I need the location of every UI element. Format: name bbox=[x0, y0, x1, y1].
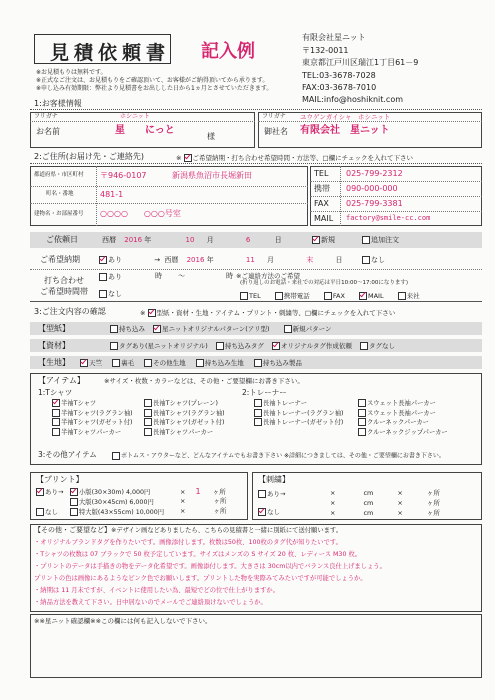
size-name: 大版 bbox=[79, 499, 92, 506]
print-qty[interactable]: 1 bbox=[195, 487, 201, 496]
divider bbox=[310, 211, 482, 212]
meeting-label-2: ご希望時間帯 bbox=[40, 287, 88, 296]
checkbox[interactable] bbox=[70, 488, 78, 496]
tel-value[interactable]: 025-799-2312 bbox=[346, 169, 403, 178]
print-label: 【プリント】 bbox=[36, 475, 84, 484]
option-label: 長袖Tシャツ(プレーン) bbox=[153, 400, 218, 407]
trainer-options bbox=[254, 399, 343, 428]
option-label: スウェット長袖パーカー bbox=[367, 409, 436, 417]
trainer-opt-6[interactable] bbox=[358, 418, 448, 428]
month-unit: 月 bbox=[267, 256, 275, 264]
page-title: 見積依頼書 bbox=[50, 42, 171, 64]
name-kana-value[interactable]: ホシニット bbox=[120, 113, 150, 120]
size-name: 特大版 bbox=[79, 509, 98, 516]
due-date-label: ご希望納期 bbox=[40, 255, 80, 264]
tshirt-options-long bbox=[144, 399, 225, 437]
fabric-bring-label: 持ち込み生地 bbox=[204, 359, 244, 367]
contact-mail[interactable] bbox=[359, 292, 384, 300]
additional-order-option[interactable] bbox=[362, 236, 399, 244]
requests-note: ※デザイン画などありましたら、こちらの見積書と一緒に別紙にて送付願います。 bbox=[111, 527, 343, 534]
print-size-large[interactable] bbox=[70, 498, 164, 508]
request-line-6[interactable]: ・納品方法を教えて下さい。日中居ないのでメールでご連絡頂けないでしょうか。 bbox=[34, 599, 267, 606]
cm-unit: cm bbox=[363, 499, 374, 507]
checkbox[interactable] bbox=[144, 418, 152, 426]
times: × bbox=[330, 499, 336, 507]
checkbox[interactable] bbox=[358, 428, 366, 436]
request-line-5[interactable]: ・納期は 11 月末ですが、イベントに使用したい為、最短でどの位で仕上がりますか。 bbox=[34, 587, 280, 594]
checkbox[interactable] bbox=[144, 428, 152, 436]
new-label: 新規 bbox=[321, 236, 335, 244]
company-address: 東京都江戸川区瑞江1丁目61－9 bbox=[302, 58, 419, 67]
building-value[interactable]: ○○○○ ○○○号室 bbox=[100, 209, 181, 218]
meeting-none-label: なし bbox=[108, 290, 122, 298]
pattern-label: 【型紙】 bbox=[38, 324, 70, 333]
meeting-none-option[interactable] bbox=[99, 290, 122, 298]
contact-method-note: ※ご連絡方法のご希望 bbox=[236, 272, 300, 280]
checkbox[interactable] bbox=[254, 399, 262, 407]
request-line-3[interactable]: ・プリントのデータは手描きの物をデータ化希望です。画像添付します。大きさは 30cm以内でバランス良仕上げましょう。 bbox=[34, 563, 386, 570]
other-item-label: 3:その他アイテム bbox=[38, 450, 97, 459]
option-label: クルーネックパーカー bbox=[367, 419, 429, 426]
divider bbox=[30, 121, 255, 122]
name-value[interactable]: 星 にっと bbox=[115, 125, 175, 136]
size-price: 4,000円 bbox=[125, 489, 151, 496]
contact-fax-label: FAX bbox=[332, 292, 345, 300]
requests-title: 【その他・ご要望など】 bbox=[34, 526, 111, 534]
section-1-heading: 1:お客様情報 bbox=[34, 99, 82, 108]
checkbox[interactable] bbox=[52, 428, 60, 436]
building-label: 建物名・お部屋番号 bbox=[34, 211, 84, 217]
tel-checkbox[interactable] bbox=[240, 292, 248, 300]
divider bbox=[30, 186, 308, 187]
pattern-bring[interactable] bbox=[110, 325, 145, 333]
print-yes-option[interactable] bbox=[36, 488, 63, 496]
material-tag-original[interactable] bbox=[110, 342, 208, 350]
divider bbox=[30, 203, 308, 204]
checkbox[interactable] bbox=[144, 409, 152, 417]
place-unit: ヶ所 bbox=[426, 499, 440, 507]
new-checkbox[interactable] bbox=[312, 236, 320, 244]
furigana-label: フリガナ bbox=[34, 113, 58, 120]
due-date bbox=[99, 256, 343, 264]
size-dimension: (30×30m) bbox=[91, 489, 124, 496]
cm-unit: cm bbox=[363, 489, 374, 497]
new-order-option[interactable] bbox=[312, 236, 335, 244]
header-note-1: ※お見積もりは無料です。 bbox=[36, 69, 107, 76]
street-value[interactable]: 481-1 bbox=[100, 190, 124, 199]
header-note-2: ※正式なご注文は、お見積もりをご確認頂いて、お客様がご納得頂いてから承ります。 bbox=[36, 77, 269, 84]
option-label: クルーネックジップパーカー bbox=[367, 428, 448, 436]
item-label: 【アイテム】 bbox=[38, 376, 85, 385]
place-unit: ヶ所 bbox=[213, 497, 227, 505]
times: × bbox=[330, 509, 336, 517]
company-fax: FAX:03-3678-7010 bbox=[302, 83, 377, 92]
pattern-options bbox=[110, 325, 331, 333]
fabric-other-label: その他生地 bbox=[153, 359, 186, 367]
checkbox[interactable] bbox=[52, 409, 60, 417]
print-yes-label: あり→ bbox=[45, 488, 64, 496]
tshirt-opt-8[interactable] bbox=[144, 428, 225, 438]
contact-tel-label: TEL bbox=[249, 292, 261, 300]
embroidery-row-3 bbox=[330, 510, 440, 517]
embroidery-yes-checkbox[interactable] bbox=[258, 490, 266, 498]
company-value[interactable]: 有限会社 星ニット bbox=[300, 125, 390, 136]
meeting-yes-option[interactable] bbox=[99, 273, 122, 281]
fax-checkbox[interactable] bbox=[324, 292, 332, 300]
contact-visit-label: 来社 bbox=[406, 292, 420, 300]
company-tel: TEL:03-3678-7028 bbox=[302, 71, 376, 80]
fabric-bring-checkbox[interactable] bbox=[196, 359, 204, 367]
pattern-new-label: 新規パターン bbox=[292, 325, 332, 333]
office-use-note: ※※星ニット確認欄※※この欄には何も記入しないで下さい。 bbox=[34, 617, 212, 625]
times: × bbox=[180, 488, 186, 496]
place-unit: ヶ所 bbox=[426, 509, 440, 517]
option-label: 半袖Tシャツ bbox=[61, 400, 97, 407]
divider bbox=[310, 181, 482, 182]
meeting-label-1: 打ち合わせ bbox=[44, 276, 84, 285]
checkbox[interactable] bbox=[358, 399, 366, 407]
mail-checkbox[interactable] bbox=[359, 292, 367, 300]
street-label: 町名・番地 bbox=[46, 191, 74, 197]
contact-tel[interactable] bbox=[240, 292, 261, 300]
size-dimension: (30×45cm) bbox=[91, 499, 128, 506]
meeting-tilde: 〜 bbox=[178, 272, 185, 280]
option-label: 長袖トレーナー(ガゼット付) bbox=[263, 419, 344, 426]
fabric-bring[interactable] bbox=[196, 359, 244, 367]
product-bring-checkbox[interactable] bbox=[254, 359, 262, 367]
embroidery-yes-option[interactable] bbox=[258, 490, 285, 498]
print-yes-checkbox[interactable] bbox=[36, 488, 44, 496]
tel-label: TEL bbox=[314, 169, 329, 178]
header-note-3: ※申し込み有効期限：弊社より見積書をお出しした日から1ヵ月とさせていただきます。 bbox=[36, 85, 273, 92]
example-badge: 記入例 bbox=[201, 41, 255, 62]
embroidery-row-1 bbox=[330, 490, 440, 497]
postal-value[interactable]: 〒946-0107 bbox=[100, 171, 147, 180]
material-tag-original-label: タグあり(星ニットオリジナル) bbox=[119, 342, 208, 350]
section-3-note: ※ 型紙・資材・生地・アイテム・プリント・刺繍等、□欄にチェックを入れて下さい bbox=[140, 309, 396, 317]
due-month[interactable]: 11 bbox=[245, 256, 255, 264]
due-yes-label: あり bbox=[108, 256, 122, 264]
embroidery-none-checkbox[interactable] bbox=[258, 508, 266, 516]
tshirt-opt-7[interactable] bbox=[144, 418, 225, 428]
meeting-time-to: 時 bbox=[226, 272, 233, 280]
option-label: 長袖トレーナー(ラグラン袖) bbox=[263, 409, 344, 417]
divider bbox=[30, 301, 482, 302]
checkbox[interactable] bbox=[254, 409, 262, 417]
print-size-list bbox=[70, 488, 164, 518]
company-mail: MAIL:info@hoshiknit.com bbox=[302, 95, 404, 104]
material-tag-original-checkbox[interactable] bbox=[110, 342, 118, 350]
contact-visit[interactable] bbox=[398, 292, 420, 300]
checkbox[interactable] bbox=[358, 409, 366, 417]
contact-mobile[interactable] bbox=[275, 292, 310, 300]
times: × bbox=[180, 507, 186, 515]
contact-mail-label: MAIL bbox=[367, 292, 384, 300]
trainer-label: 2:トレーナー bbox=[242, 388, 287, 397]
request-line-2[interactable]: ・Tシャツの枚数は 07 ブラックで 50 枚予定しています。サイズはメンズの S サイズ 20 枚、レディース M30 枚。 bbox=[34, 551, 362, 558]
option-label: 長袖Tシャツ(ガゼット付) bbox=[153, 419, 225, 426]
size-dimension: (43×55cm) bbox=[97, 509, 134, 516]
tshirt-opt-4[interactable] bbox=[52, 428, 133, 438]
fabric-urake-label: 裏毛 bbox=[121, 359, 135, 367]
meeting-yes-checkbox[interactable] bbox=[99, 273, 107, 281]
pattern-original-checkbox[interactable] bbox=[153, 325, 161, 333]
checkbox[interactable] bbox=[52, 418, 60, 426]
pattern-new[interactable] bbox=[284, 325, 332, 333]
request-year[interactable]: 2016 bbox=[124, 236, 143, 244]
contact-method-hours: (折り返しのお電話・来社での対応は平日10:00〜17:00になります) bbox=[240, 280, 408, 286]
checkbox[interactable] bbox=[148, 309, 156, 317]
fabric-tenjiku[interactable] bbox=[80, 359, 102, 367]
option-label: 長袖Tシャツ(ラグラン袖) bbox=[153, 409, 225, 417]
request-month[interactable]: 10 bbox=[185, 236, 195, 244]
requests-heading bbox=[34, 527, 342, 534]
pref-value[interactable]: 新潟県魚沼市長堀新田 bbox=[172, 171, 252, 180]
tshirt-opt-1[interactable] bbox=[52, 399, 133, 409]
mail-value[interactable]: factory@smile-cc.com bbox=[346, 214, 431, 222]
print-none-label: なし bbox=[45, 508, 58, 516]
checkbox[interactable] bbox=[254, 418, 262, 426]
material-tag-create[interactable] bbox=[272, 342, 352, 350]
mobile-label: 携帯 bbox=[314, 184, 330, 193]
trainer-opt-1[interactable] bbox=[254, 399, 343, 409]
pref-label: 都道府県・市区町村 bbox=[34, 172, 84, 178]
due-none-option[interactable] bbox=[362, 256, 385, 264]
visit-checkbox[interactable] bbox=[398, 292, 406, 300]
material-options bbox=[110, 342, 395, 350]
fabric-other-checkbox[interactable] bbox=[144, 359, 152, 367]
company-furigana-label: フリガナ bbox=[262, 113, 286, 120]
material-tag-create-checkbox[interactable] bbox=[272, 342, 280, 350]
print-size-xl[interactable] bbox=[70, 508, 164, 518]
contact-fax[interactable] bbox=[324, 292, 345, 300]
divider bbox=[30, 269, 482, 270]
cm-unit: cm bbox=[363, 509, 374, 517]
fax-value[interactable]: 025-799-3381 bbox=[346, 199, 403, 208]
tshirt-opt-5[interactable] bbox=[144, 399, 225, 409]
trainer-options-parka bbox=[358, 399, 448, 437]
times: × bbox=[397, 499, 403, 507]
tshirt-opt-3[interactable] bbox=[52, 418, 133, 428]
print-qty-row-1 bbox=[180, 488, 226, 496]
additional-label: 追加注文 bbox=[371, 236, 399, 244]
other-item-note: ボトムス・アウターなど、どんなアイテムでもお書き下さい ※詳細につきましては、その他・ご要望欄にお書き下さい。 bbox=[121, 452, 445, 460]
fabric-tenjiku-label: 天竺 bbox=[89, 359, 102, 367]
place-unit: ヶ所 bbox=[213, 507, 227, 515]
day-unit: 日 bbox=[274, 236, 282, 244]
section-2-note-text: ご希望納期・打ち合わせ希望時間・方法等、□欄にチェックを入れて下さい bbox=[192, 154, 413, 162]
contact-method-title: ご連絡方法のご希望 bbox=[241, 272, 300, 280]
embroidery-yes-label: あり→ bbox=[267, 490, 286, 498]
pattern-original[interactable] bbox=[153, 325, 269, 333]
checkbox[interactable] bbox=[52, 399, 60, 407]
fabric-tenjiku-checkbox[interactable] bbox=[80, 359, 88, 367]
option-label: 半袖Tシャツ(ラグラン袖) bbox=[61, 409, 133, 417]
day-unit: 日 bbox=[335, 256, 343, 264]
print-none-option[interactable] bbox=[36, 508, 58, 516]
pattern-new-checkbox[interactable] bbox=[284, 325, 292, 333]
size-price: 6,000円 bbox=[129, 499, 154, 506]
fabric-uraké[interactable] bbox=[112, 359, 134, 367]
company-name: 有限会社星ニット bbox=[302, 33, 366, 42]
material-tag-bring[interactable] bbox=[216, 342, 264, 350]
material-label: 【資材】 bbox=[38, 341, 70, 350]
fax-label: FAX bbox=[314, 199, 329, 208]
year-unit: 年 bbox=[144, 236, 152, 244]
embroidery-none-option[interactable] bbox=[258, 508, 280, 516]
material-tag-bring-label: 持ち込みタグ bbox=[224, 342, 264, 350]
fabric-label: 【生地】 bbox=[38, 358, 70, 367]
mobile-value[interactable]: 090-000-000 bbox=[346, 184, 398, 193]
section-3-note-text: 型紙・資材・生地・アイテム・プリント・刺繍等、□欄にチェックを入れて下さい bbox=[156, 309, 396, 317]
item-note: ※サイズ・枚数・カラーなどは、その他・ご要望欄にお書き下さい。 bbox=[104, 377, 304, 385]
fabric-other[interactable] bbox=[144, 359, 186, 367]
due-day[interactable]: 末 bbox=[306, 256, 314, 264]
place-unit: ヶ所 bbox=[426, 489, 440, 497]
product-bring-label: 持ち込み製品 bbox=[262, 359, 302, 367]
times: × bbox=[397, 509, 403, 517]
due-year[interactable]: 2016 bbox=[186, 256, 205, 264]
mail-label: MAIL bbox=[314, 214, 334, 223]
trainer-opt-7[interactable] bbox=[358, 428, 448, 438]
due-none-label: なし bbox=[371, 256, 385, 264]
option-label: 半袖Tシャツパーカー bbox=[61, 428, 122, 436]
meeting-yes-label: あり bbox=[108, 273, 122, 281]
option-label: 長袖Tシャツパーカー bbox=[153, 428, 214, 436]
section-2-heading: 2:ご住所(お届け先・ご連絡先) bbox=[34, 152, 145, 161]
tshirt-opt-6[interactable] bbox=[144, 409, 225, 419]
request-date bbox=[102, 237, 282, 244]
option-label: 半袖Tシャツ(ガゼット付) bbox=[61, 419, 133, 426]
checkbox[interactable] bbox=[144, 399, 152, 407]
contact-methods bbox=[240, 292, 420, 300]
request-line-4[interactable]: プリントの色は画像にあるようなピンク色でお願いします。プリントした物を実際みてみたいですが可能でしょうか。 bbox=[34, 575, 367, 582]
divider bbox=[258, 121, 482, 122]
pattern-bring-label: 持ち込み bbox=[119, 325, 145, 333]
month-unit: 月 bbox=[206, 236, 214, 244]
tshirt-opt-2[interactable] bbox=[52, 409, 133, 419]
additional-checkbox[interactable] bbox=[362, 236, 370, 244]
size-name: 小版 bbox=[79, 489, 92, 496]
material-tag-none-label: タグなし bbox=[368, 342, 395, 350]
embroidery-label: 【刺繍】 bbox=[258, 475, 290, 484]
divider bbox=[96, 166, 97, 226]
option-label: スウェット長袖パーカー bbox=[367, 400, 436, 407]
section-2-note: ※ ご希望納期・打ち合わせ希望時間・方法等、□欄にチェックを入れて下さい bbox=[176, 154, 413, 162]
checkbox[interactable] bbox=[70, 508, 78, 516]
other-item-option[interactable] bbox=[112, 452, 445, 460]
times: × bbox=[180, 497, 186, 505]
material-tag-bring-checkbox[interactable] bbox=[216, 342, 224, 350]
material-tag-create-label: オリジナルタグ作成依頼 bbox=[280, 342, 352, 350]
trainer-opt-5[interactable] bbox=[358, 409, 448, 419]
divider bbox=[30, 109, 482, 110]
request-line-1[interactable]: ・オリジナルブランドタグを作りたいです。画像添付します。枚数は50枚、100枚のタグ代が知りたいです。 bbox=[34, 539, 342, 546]
checkbox[interactable] bbox=[70, 498, 78, 506]
size-price: 10,000円 bbox=[135, 509, 165, 516]
era-label: 西暦 bbox=[102, 236, 116, 244]
other-item-checkbox[interactable] bbox=[112, 452, 120, 460]
divider bbox=[30, 163, 482, 164]
product-bring[interactable] bbox=[254, 359, 302, 367]
trainer-opt-2[interactable] bbox=[254, 409, 343, 419]
company-postal: 〒132-0011 bbox=[302, 46, 349, 55]
meeting-time-from: 時 bbox=[155, 272, 162, 280]
pattern-bring-checkbox[interactable] bbox=[110, 325, 118, 333]
fabric-options bbox=[80, 359, 302, 367]
company-label: 御社名 bbox=[264, 127, 288, 136]
arrow: → bbox=[154, 256, 161, 264]
print-qty-row-2 bbox=[180, 498, 227, 505]
print-qty-row-3 bbox=[180, 508, 227, 515]
print-size-small[interactable] bbox=[70, 488, 164, 498]
option-label: 長袖トレーナー bbox=[263, 400, 308, 407]
request-day[interactable]: 6 bbox=[245, 236, 251, 244]
company-kana-value[interactable]: ユウゲンガイシャ ホシニット bbox=[300, 113, 391, 121]
material-tag-none-checkbox[interactable] bbox=[360, 342, 368, 350]
checkbox[interactable] bbox=[184, 154, 192, 162]
due-none-checkbox[interactable] bbox=[362, 256, 370, 264]
request-date-label: ご依頼日 bbox=[46, 235, 78, 244]
print-none-checkbox[interactable] bbox=[36, 508, 44, 516]
material-tag-none[interactable] bbox=[360, 342, 395, 350]
divider bbox=[310, 196, 482, 197]
fabric-urake-checkbox[interactable] bbox=[112, 359, 120, 367]
checkbox[interactable] bbox=[358, 418, 366, 426]
trainer-opt-3[interactable] bbox=[254, 418, 343, 428]
section-3-heading: 3:ご注文内容の確認 bbox=[34, 307, 106, 316]
tshirt-options bbox=[52, 399, 133, 437]
meeting-none-checkbox[interactable] bbox=[99, 290, 107, 298]
place-unit: ヶ所 bbox=[212, 488, 226, 496]
era-label: 西暦 bbox=[164, 256, 179, 264]
mobile-checkbox[interactable] bbox=[275, 292, 283, 300]
trainer-opt-4[interactable] bbox=[358, 399, 448, 409]
times: × bbox=[397, 489, 403, 497]
times: × bbox=[330, 489, 336, 497]
contact-mobile-label: 携帯電話 bbox=[283, 292, 310, 300]
pattern-original-label: 星ニットオリジナルパターン(アリ型) bbox=[162, 325, 270, 333]
embroidery-none-label: なし bbox=[267, 508, 280, 516]
embroidery-row-2 bbox=[330, 500, 440, 507]
year-unit: 年 bbox=[206, 256, 214, 264]
tshirt-label: 1:Tシャツ bbox=[38, 388, 73, 397]
name-honorific: 様 bbox=[207, 132, 215, 141]
due-yes-checkbox[interactable] bbox=[99, 256, 107, 264]
name-label: お名前 bbox=[36, 127, 60, 136]
